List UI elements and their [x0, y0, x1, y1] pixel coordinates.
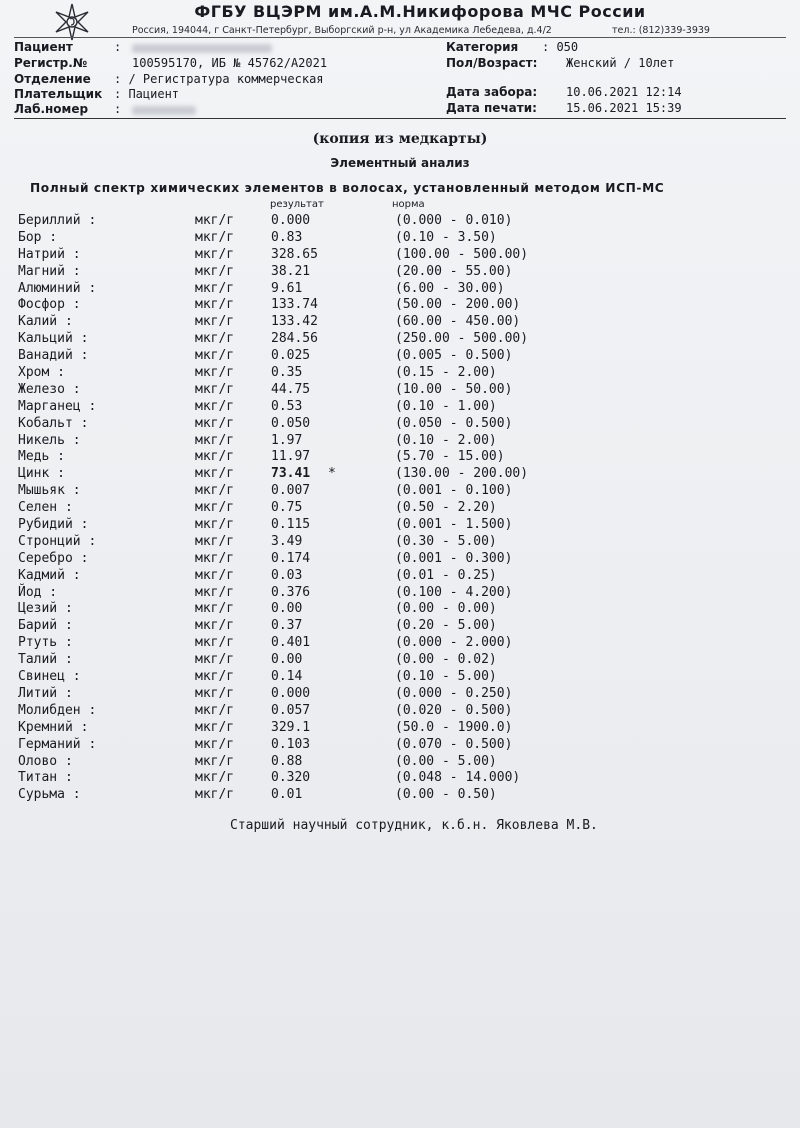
element-value: 1.97	[271, 432, 303, 448]
element-value: 0.88	[271, 753, 303, 769]
element-value: 3.49	[271, 533, 303, 549]
result-row	[0, 585, 800, 602]
element-name: Рубидий :	[18, 517, 89, 533]
analysis-title: Элементный анализ	[330, 156, 470, 170]
collection-date-label: Дата забора:	[446, 85, 538, 99]
element-value: 0.83	[271, 229, 303, 245]
element-unit: мкг/г	[195, 500, 235, 516]
result-row	[0, 281, 800, 298]
element-value: 0.00	[271, 601, 303, 617]
element-norm: (0.50 - 2.20)	[395, 500, 497, 516]
print-date-value: 15.06.2021 15:39	[566, 101, 682, 115]
sex-age-label: Пол/Возраст:	[446, 56, 538, 70]
patient-sep: :	[114, 40, 122, 54]
element-name: Молибден :	[18, 702, 97, 718]
result-row	[0, 213, 800, 230]
element-unit: мкг/г	[195, 314, 235, 330]
element-unit: мкг/г	[195, 483, 235, 499]
element-value: 284.56	[271, 331, 318, 347]
result-row	[0, 365, 800, 382]
element-norm: (0.00 - 0.02)	[395, 652, 497, 668]
element-name: Бериллий :	[18, 213, 97, 228]
payer-value: : Пациент	[114, 87, 180, 101]
element-name: Ртуть :	[18, 635, 73, 651]
element-value: 0.174	[271, 550, 311, 566]
element-norm: (50.00 - 200.00)	[395, 297, 521, 313]
result-row	[0, 568, 800, 585]
element-unit: мкг/г	[195, 466, 235, 482]
result-row	[0, 230, 800, 247]
result-row	[0, 399, 800, 416]
element-name: Свинец :	[18, 669, 81, 685]
payer-label: Плательщик	[14, 87, 103, 101]
element-norm: (0.005 - 0.500)	[395, 348, 513, 364]
print-date-label: Дата печати:	[446, 101, 537, 115]
patient-label: Пациент	[14, 40, 73, 54]
element-unit: мкг/г	[195, 601, 235, 617]
norm-column-header: норма	[392, 199, 425, 210]
element-value: 0.025	[271, 348, 311, 364]
element-value: 0.376	[271, 584, 311, 600]
element-unit: мкг/г	[195, 398, 235, 414]
element-value: 0.000	[271, 213, 311, 228]
element-unit: мкг/г	[195, 770, 235, 786]
element-unit: мкг/г	[195, 635, 235, 651]
element-norm: (0.020 - 0.500)	[395, 702, 513, 718]
element-name: Марганец :	[18, 398, 97, 414]
element-name: Литий :	[18, 685, 73, 701]
element-unit: мкг/г	[195, 702, 235, 718]
element-norm: (0.000 - 2.000)	[395, 635, 513, 651]
redacted-lab-number	[132, 106, 196, 115]
element-value: 0.007	[271, 483, 311, 499]
element-unit: мкг/г	[195, 753, 235, 769]
signature-line: Старший научный сотрудник, к.б.н. Яковлева М.В.	[230, 818, 598, 833]
header-divider	[14, 37, 786, 38]
category-label: Категория	[446, 40, 519, 54]
element-value: 133.74	[271, 297, 318, 313]
element-unit: мкг/г	[195, 652, 235, 668]
element-unit: мкг/г	[195, 432, 235, 448]
element-name: Бор :	[18, 229, 58, 245]
department-row	[14, 72, 324, 86]
element-value: 0.35	[271, 365, 303, 381]
element-norm: (0.01 - 0.25)	[395, 567, 497, 583]
element-unit: мкг/г	[195, 669, 235, 685]
element-value: 0.00	[271, 652, 303, 668]
organization-name: ФГБУ ВЦЭРМ им.А.М.Никифорова МЧС России	[194, 2, 646, 21]
element-value: 133.42	[271, 314, 318, 330]
out-of-range-mark: *	[328, 466, 336, 482]
element-unit: мкг/г	[195, 567, 235, 583]
payer-row	[14, 87, 180, 101]
element-value: 0.000	[271, 685, 311, 701]
result-row	[0, 382, 800, 399]
element-value: 0.115	[271, 517, 311, 533]
element-name: Германий :	[18, 736, 97, 752]
element-value: 328.65	[271, 246, 318, 262]
element-unit: мкг/г	[195, 263, 235, 279]
result-row	[0, 416, 800, 433]
element-value: 11.97	[271, 449, 311, 465]
element-norm: (0.00 - 5.00)	[395, 753, 497, 769]
element-name: Барий :	[18, 618, 73, 634]
element-unit: мкг/г	[195, 517, 235, 533]
result-row	[0, 348, 800, 365]
sex-age-value: Женский / 10лет	[566, 56, 675, 70]
element-name: Стронций :	[18, 533, 97, 549]
result-row	[0, 652, 800, 669]
element-name: Кальций :	[18, 331, 89, 347]
element-name: Олово :	[18, 753, 73, 769]
element-norm: (250.00 - 500.00)	[395, 331, 529, 347]
element-norm: (0.001 - 0.300)	[395, 550, 513, 566]
element-unit: мкг/г	[195, 229, 235, 245]
sex-age-row	[446, 56, 675, 70]
element-unit: мкг/г	[195, 550, 235, 566]
patient-row	[14, 40, 122, 54]
element-unit: мкг/г	[195, 280, 235, 296]
department-label: Отделение	[14, 72, 91, 86]
element-norm: (0.000 - 0.010)	[395, 213, 513, 228]
element-unit: мкг/г	[195, 348, 235, 364]
element-name: Цинк :	[18, 466, 65, 482]
element-unit: мкг/г	[195, 449, 235, 465]
element-name: Натрий :	[18, 246, 81, 262]
lab-number-label: Лаб.номер	[14, 102, 89, 116]
element-unit: мкг/г	[195, 331, 235, 347]
result-row	[0, 264, 800, 281]
element-name: Алюминий :	[18, 280, 97, 296]
element-name: Кремний :	[18, 719, 89, 735]
element-name: Титан :	[18, 770, 73, 786]
element-unit: мкг/г	[195, 736, 235, 752]
element-value: 0.01	[271, 787, 303, 803]
element-norm: (0.15 - 2.00)	[395, 365, 497, 381]
element-unit: мкг/г	[195, 618, 235, 634]
element-value: 0.14	[271, 669, 303, 685]
result-row	[0, 703, 800, 720]
element-unit: мкг/г	[195, 297, 235, 313]
element-unit: мкг/г	[195, 719, 235, 735]
result-row	[0, 517, 800, 534]
element-name: Йод :	[18, 584, 58, 600]
element-name: Никель :	[18, 432, 81, 448]
element-name: Железо :	[18, 381, 81, 397]
element-unit: мкг/г	[195, 213, 235, 228]
element-value: 38.21	[271, 263, 311, 279]
element-unit: мкг/г	[195, 685, 235, 701]
element-value: 9.61	[271, 280, 303, 296]
organization-phone: тел.: (812)339-3939	[612, 25, 710, 36]
element-unit: мкг/г	[195, 533, 235, 549]
element-norm: (0.050 - 0.500)	[395, 415, 513, 431]
element-unit: мкг/г	[195, 584, 235, 600]
result-row	[0, 331, 800, 348]
element-value: 0.050	[271, 415, 311, 431]
element-name: Серебро :	[18, 550, 89, 566]
result-row	[0, 433, 800, 450]
lab-number-sep: :	[114, 102, 122, 116]
result-row	[0, 686, 800, 703]
element-unit: мкг/г	[195, 787, 235, 803]
result-row	[0, 551, 800, 568]
result-row	[0, 534, 800, 551]
registr-value: 100595170, ИБ № 45762/A2021	[132, 56, 328, 70]
element-norm: (60.00 - 450.00)	[395, 314, 521, 330]
element-norm: (6.00 - 30.00)	[395, 280, 505, 296]
element-value: 0.75	[271, 500, 303, 516]
element-name: Цезий :	[18, 601, 73, 617]
element-norm: (0.048 - 14.000)	[395, 770, 521, 786]
element-norm: (0.10 - 5.00)	[395, 669, 497, 685]
collection-date-row	[446, 85, 682, 99]
copy-note: (копия из медкарты)	[312, 131, 488, 147]
element-value: 0.53	[271, 398, 303, 414]
element-name: Кобальт :	[18, 415, 89, 431]
element-value: 0.320	[271, 770, 311, 786]
element-name: Хром :	[18, 365, 65, 381]
element-name: Талий :	[18, 652, 73, 668]
element-norm: (0.00 - 0.50)	[395, 787, 497, 803]
organization-address: Россия, 194044, г Санкт-Петербург, Выборгский р-н, ул Академика Лебедева, д.4/2	[132, 25, 552, 36]
result-row	[0, 635, 800, 652]
element-norm: (50.0 - 1900.0)	[395, 719, 513, 735]
element-norm: (0.001 - 0.100)	[395, 483, 513, 499]
element-value: 0.057	[271, 702, 311, 718]
element-value: 44.75	[271, 381, 311, 397]
element-name: Кадмий :	[18, 567, 81, 583]
element-norm: (0.001 - 1.500)	[395, 517, 513, 533]
result-row	[0, 449, 800, 466]
element-norm: (130.00 - 200.00)	[395, 466, 529, 482]
element-norm: (0.30 - 5.00)	[395, 533, 497, 549]
element-norm: (0.10 - 2.00)	[395, 432, 497, 448]
lab-number-row	[14, 102, 122, 116]
result-row	[0, 500, 800, 517]
element-value: 0.37	[271, 618, 303, 634]
element-value: 0.03	[271, 567, 303, 583]
element-unit: мкг/г	[195, 246, 235, 262]
result-row	[0, 770, 800, 787]
element-name: Сурьма :	[18, 787, 81, 803]
element-norm: (0.070 - 0.500)	[395, 736, 513, 752]
element-norm: (0.10 - 1.00)	[395, 398, 497, 414]
element-unit: мкг/г	[195, 365, 235, 381]
element-value: 329.1	[271, 719, 311, 735]
element-norm: (10.00 - 50.00)	[395, 381, 513, 397]
element-name: Мышьяк :	[18, 483, 81, 499]
element-name: Калий :	[18, 314, 73, 330]
result-row	[0, 314, 800, 331]
result-row	[0, 601, 800, 618]
result-row	[0, 787, 800, 804]
element-name: Селен :	[18, 500, 73, 516]
element-unit: мкг/г	[195, 415, 235, 431]
element-name: Ванадий :	[18, 348, 89, 364]
category-value: : 050	[542, 40, 579, 54]
element-norm: (100.00 - 500.00)	[395, 246, 529, 262]
element-value: 0.103	[271, 736, 311, 752]
result-row	[0, 466, 800, 483]
element-norm: (0.20 - 5.00)	[395, 618, 497, 634]
department-value: : / Регистратура коммерческая	[114, 72, 324, 86]
element-value: 73.41	[271, 466, 311, 482]
result-row	[0, 247, 800, 264]
element-norm: (0.100 - 4.200)	[395, 584, 513, 600]
collection-date-value: 10.06.2021 12:14	[566, 85, 682, 99]
redacted-patient-name	[132, 44, 272, 53]
result-row	[0, 483, 800, 500]
info-divider	[14, 118, 786, 119]
element-norm: (20.00 - 55.00)	[395, 263, 513, 279]
result-row	[0, 754, 800, 771]
method-title: Полный спектр химических элементов в волосах, установленный методом ИСП-МС	[30, 181, 665, 195]
result-row	[0, 618, 800, 635]
element-name: Фосфор :	[18, 297, 81, 313]
result-row	[0, 669, 800, 686]
registr-row	[14, 56, 328, 70]
result-row	[0, 737, 800, 754]
element-norm: (0.000 - 0.250)	[395, 685, 513, 701]
results-table	[0, 213, 800, 804]
element-norm: (0.00 - 0.00)	[395, 601, 497, 617]
registr-label: Регистр.№	[14, 56, 88, 70]
element-norm: (0.10 - 3.50)	[395, 229, 497, 245]
result-row	[0, 297, 800, 314]
element-value: 0.401	[271, 635, 311, 651]
result-row	[0, 720, 800, 737]
element-norm: (5.70 - 15.00)	[395, 449, 505, 465]
category-row	[446, 40, 579, 54]
result-column-header: результат	[270, 199, 324, 210]
element-name: Медь :	[18, 449, 65, 465]
element-unit: мкг/г	[195, 381, 235, 397]
element-name: Магний :	[18, 263, 81, 279]
print-date-row	[446, 101, 682, 115]
